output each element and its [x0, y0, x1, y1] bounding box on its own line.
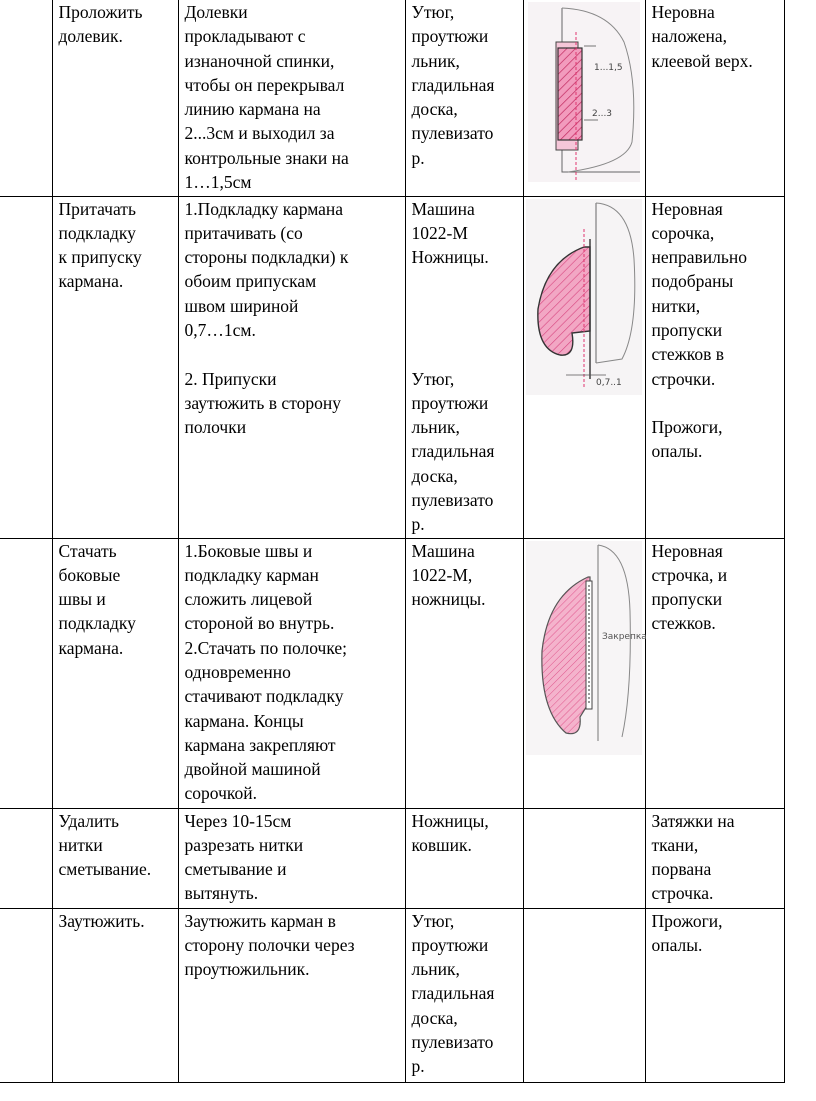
- description-cell: Через 10-15см разрезать нитки сметывание и вытянуть.: [178, 808, 405, 908]
- table-row: [0, 908, 784, 1082]
- table-row: [0, 538, 784, 808]
- defects-cell: Неровная сорочка, неправильно подобраны нитки, пропуски стежков в строчки. Прожоги, опалы.: [645, 196, 784, 538]
- row-number-cell: [0, 908, 52, 1082]
- equipment-cell: Машина 1022-М, ножницы.: [405, 538, 523, 808]
- figure-label: 1...1,5: [594, 63, 623, 73]
- step-cell: Заутюжить.: [52, 908, 178, 1082]
- description-cell: Заутюжить карман в сторону полочки через проутюжильник.: [178, 908, 405, 1082]
- table-row: [0, 0, 784, 196]
- step-cell: Стачать боковые швы и подкладку кармана.: [52, 538, 178, 808]
- description-cell: Долевки прокладывают с изнаночной спинки, чтобы он перекрывал линию кармана на 2...3см и выходил за контрольные знаки на 1…1,5см: [178, 0, 405, 196]
- figure-cell: [523, 808, 645, 908]
- row-number-cell: [0, 0, 52, 196]
- row-number-cell: [0, 196, 52, 538]
- figure-label: 2...3: [592, 109, 613, 119]
- equipment-cell: Утюг, проутюжи льник, гладильная доска, пулевизато р.: [405, 0, 523, 196]
- step-cell: Проложить долевик.: [52, 0, 178, 196]
- side-seam-diagram-icon: [526, 541, 647, 755]
- defects-cell: Неровная строчка, и пропуски стежков.: [645, 538, 784, 808]
- figure-label: Закрепка: [602, 631, 647, 642]
- defects-cell: Затяжки на ткани, порвана строчка.: [645, 808, 784, 908]
- table-row: [0, 808, 784, 908]
- figure-cell: [523, 0, 645, 196]
- description-cell: 1.Боковые швы и подкладку карман сложить лицевой стороной во внутрь. 2.Стачать по полочке; одновременно стачивают подкладку кармана. Концы кармана закрепляют двойной машиной сорочкой.: [178, 538, 405, 808]
- figure-cell: [523, 908, 645, 1082]
- equipment-cell: Машина 1022-М Ножницы. Утюг, проутюжи льник, гладильная доска, пулевизато р.: [405, 196, 523, 538]
- pocket-lining-diagram-icon: [528, 2, 640, 182]
- row-number-cell: [0, 538, 52, 808]
- defects-cell: Неровна наложена, клеевой верх.: [645, 0, 784, 196]
- step-cell: Удалить нитки сметывание.: [52, 808, 178, 908]
- row-number-cell: [0, 808, 52, 908]
- figure-cell: [523, 538, 645, 808]
- table-row: [0, 196, 784, 538]
- figure-cell: [523, 196, 645, 538]
- equipment-cell: Утюг, проутюжи льник, гладильная доска, пулевизато р.: [405, 908, 523, 1082]
- figure-label: 0,7..1: [596, 377, 622, 388]
- description-cell: 1.Подкладку кармана притачивать (со стороны подкладки) к обоим припускам швом шириной 0,7…1см. 2. Припуски заутюжить в сторону полочки: [178, 196, 405, 538]
- pocket-attach-diagram-icon: [526, 199, 642, 395]
- step-cell: Притачать подкладку к припуску кармана.: [52, 196, 178, 538]
- defects-cell: Прожоги, опалы.: [645, 908, 784, 1082]
- equipment-cell: Ножницы, ковшик.: [405, 808, 523, 908]
